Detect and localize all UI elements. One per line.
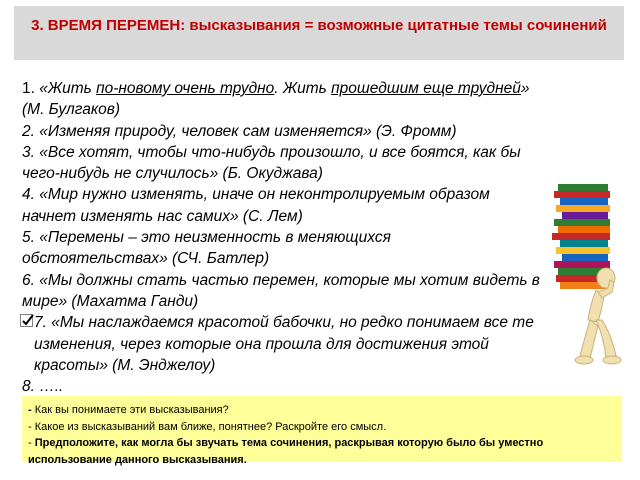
quote-2: 2. «Изменяя природу, человек сам изменяется» (Э. Фромм) — [22, 122, 457, 140]
quote-1-number: 1. — [22, 80, 35, 97]
task-box — [22, 396, 622, 466]
task-line-3: - Предположите, как могла бы звучать тема сочинения, раскрывая которую было бы уместно использование данного высказывания. — [28, 437, 544, 466]
quote-4: 4. «Мир нужно изменять, иначе он неконтролируемым образом начнет изменять нас самих» (С. Лем) — [22, 186, 490, 225]
quote-3: 3. «Все хотят, чтобы что-нибудь произошло, и все боятся, как бы чего-нибудь не случилось» (Б. Окуджава) — [22, 143, 521, 183]
quote-5: 5. «Перемены – это неизменность в меняющихся обстоятельствах» (СЧ. Батлер) — [22, 229, 391, 268]
task-question-2: Какое из высказываний вам ближе, понятнее? Раскройте его смысл. — [34, 420, 387, 433]
quote-1-part-2: по-новому очень трудно — [96, 80, 275, 97]
quote-6: 6. «Мы должны стать частью перемен, которые мы хотим видеть в мире» (Махатма Ганди) — [22, 271, 540, 310]
task-line-2: - Какое из высказываний вам ближе, понятнее? Раскройте его смысл. — [28, 420, 387, 433]
quote-1 — [22, 78, 540, 121]
quote-7-text: 7. «Мы наслаждаемся красотой бабочки, но редко понимаем все те изменения, через которые она прошла для достижения этой красоты» (М. Энджелоу) — [34, 314, 534, 374]
stick-figure-carrying-books-illustration — [540, 180, 630, 375]
quote-1-part-3: . Жить — [274, 80, 332, 97]
quote-list — [22, 78, 540, 397]
quote-1-part-1: «Жить — [34, 80, 97, 97]
checkbox-checked-icon — [20, 314, 33, 327]
quote-7 — [22, 312, 540, 376]
slide-title: 3. ВРЕМЯ ПЕРЕМЕН: высказывания = возможные цитатные темы сочинений — [31, 17, 607, 34]
task-line-1: - Как вы понимаете эти высказывания? — [28, 404, 229, 416]
quote-1-part-5: » (М. Булгаков) — [22, 80, 530, 119]
task-question-1: Как вы понимаете эти высказывания? — [34, 404, 229, 416]
task-question-3: Предположите, как могла бы звучать тема сочинения, раскрывая которую было бы уместно использование данного высказывания. — [28, 437, 544, 466]
quote-1-part-4: прошедшим еще трудней — [331, 80, 521, 97]
quote-8: 8. ….. — [22, 378, 64, 396]
title-bar — [14, 6, 624, 60]
